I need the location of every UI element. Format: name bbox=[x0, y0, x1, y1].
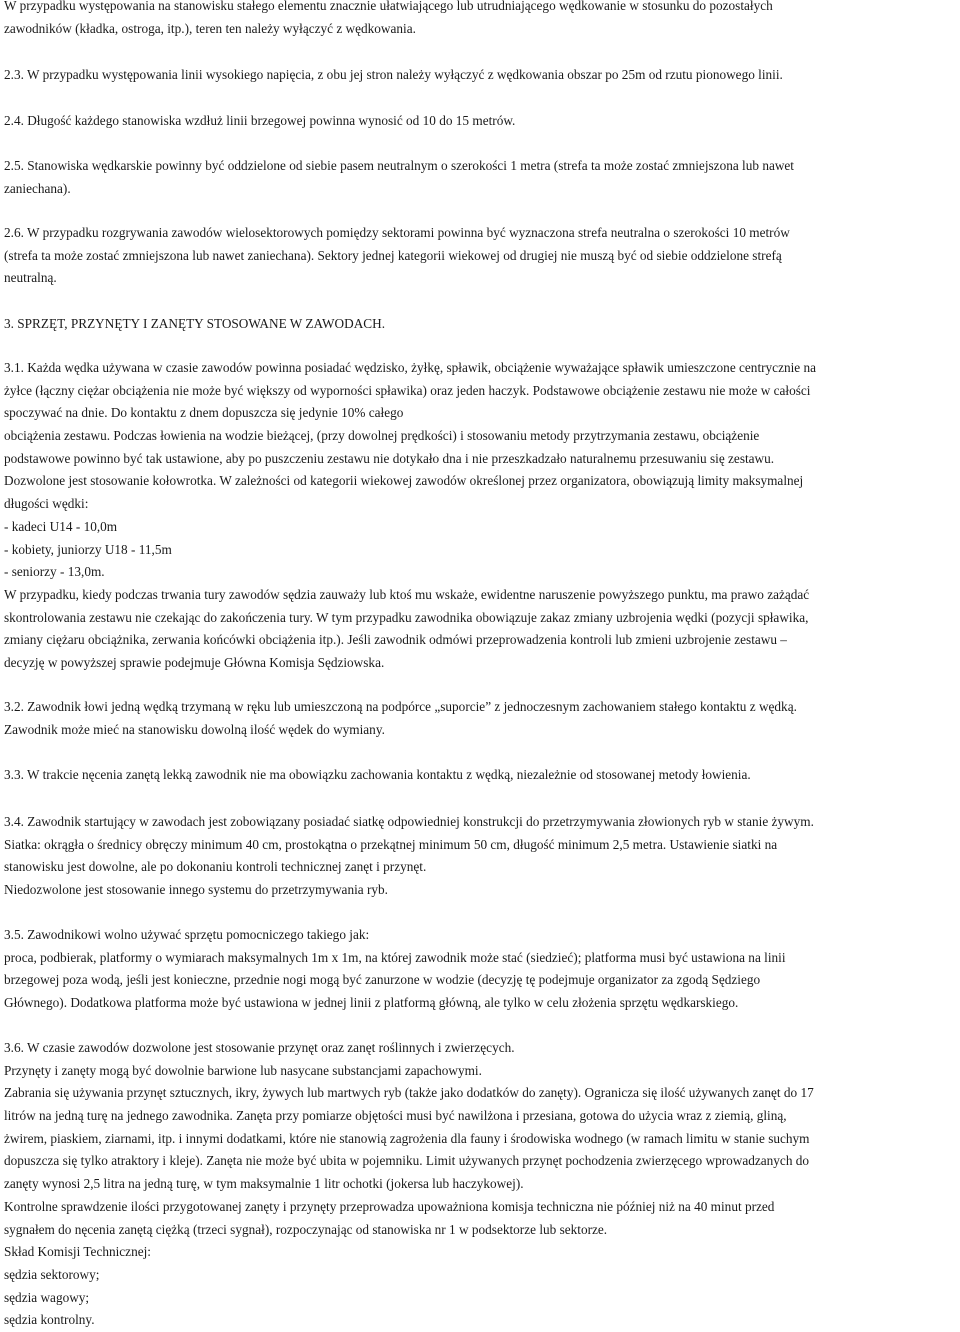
text-line: Siatka: okrągła o średnicy obręczy minimum 40 cm, prostokątna o przekątnej minimum 50 cm, długość minimum 2,5 metra. Ustawienie siatki na bbox=[4, 836, 778, 852]
text-line: spoczywać na dnie. Do kontaktu z dnem dopuszcza się jedynie 10% całego bbox=[4, 405, 404, 421]
text-line: 3.1. Każda wędka używana w czasie zawodów powinna posiadać wędzisko, żyłkę, spławik, obciążenie wyważające spławik umieszczone centrycznie na bbox=[4, 360, 817, 375]
paragraph-2-6 bbox=[4, 222, 956, 290]
paragraph-3-2 bbox=[4, 696, 956, 741]
text-line: 3.2. Zawodnik łowi jedną wędką trzymaną w ręku lub umieszczoną na podpórce „suporcie” z jednoczesnym zachowaniem stałego kontaktu z wędką. bbox=[4, 699, 797, 714]
text-line: Zawodnik może mieć na stanowisku dowolną ilość wędek do wymiany. bbox=[4, 721, 385, 737]
text-line: Głównego). Dodatkowa platforma może być ustawiona w jednej linii z platformą główną, ale tylko w celu złożenia sprzętu wędkarskiego. bbox=[4, 995, 739, 1011]
text-line: Skład Komisji Technicznej: bbox=[4, 1244, 151, 1260]
text-line: 3.3. W trakcie nęcenia zanętą lekką zawodnik nie ma obowiązku zachowania kontaktu z wędką, niezależnie od stosowanej metody łowienia. bbox=[4, 767, 751, 782]
text-line: zanęty wynosi 2,5 litra na jedną turę, w tym maksymalnie 1 litr ochotki (jokersa lub haczykowej). bbox=[4, 1176, 524, 1192]
text-line: sygnałem do nęcenia zanętą ciężką (trzeci sygnał), rozpoczynając od stanowiska nr 1 w podsektorze lub sektorze. bbox=[4, 1221, 608, 1237]
list-item: - seniorzy - 13,0m. bbox=[4, 564, 105, 580]
text-line: 2.6. W przypadku rozgrywania zawodów wielosektorowych pomiędzy sektorami powinna być wyznaczona strefa neutralna o szerokości 10 metrów bbox=[4, 225, 790, 240]
text-line: (strefa ta może zostać zmniejszona lub nawet zaniechana). Sektory jednej kategorii wiekowej od drugiej nie muszą być od siebie oddzielone strefą bbox=[4, 247, 782, 263]
text-line: zmiany ciężaru obciążnika, zerwania końcówki obciążenia itp.). Jeśli zawodnik odmówi przeprowadzenia kontroli lub zmieni uzbrojenie zestawu – bbox=[4, 632, 787, 648]
text-line: Przynęty i zanęty mogą być dowolnie barwione lub nasycane substancjami zapachowymi. bbox=[4, 1062, 482, 1078]
paragraph-3-4 bbox=[4, 811, 956, 902]
text-line: żyłce (łączny ciężar obciążenia nie może być większy od wyporności spławika) oraz jeden haczyk. Podstawowe obciążenie zestawu nie może w całości bbox=[4, 382, 811, 398]
list-item: sędzia wagowy; bbox=[4, 1289, 90, 1305]
text-line: W przypadku występowania na stanowisku stałego elementu znacznie ułatwiającego lub utrudniającego wędkowanie w stosunku do pozostałych bbox=[4, 0, 773, 13]
text-line: obciążenia zestawu. Podczas łowienia na wodzie bieżącej, (przy dowolnej prędkości) i stosowaniu metody przytrzymania zestawu, obciążenie bbox=[4, 428, 760, 444]
text-line: żwirem, piaskiem, ziarnami, itp. i innymi dodatkami, które nie stanowią zagrożenia dla fauny i środowiska wodnego (w ramach limitu w stanie suchym bbox=[4, 1130, 810, 1146]
paragraph-intro bbox=[4, 0, 956, 40]
text-line: W przypadku, kiedy podczas trwania tury zawodów sędzia zauważy lub ktoś mu wskaże, ewidentne naruszenie powyższego punktu, ma prawo zażądać bbox=[4, 586, 810, 602]
text-line: zaniechana). bbox=[4, 180, 71, 196]
text-line: Dozwolone jest stosowanie kołowrotka. W zależności od kategorii wiekowej zawodów określonej przez organizatora, obowiązują limity maksymalnej bbox=[4, 473, 804, 489]
paragraph-3-3 bbox=[4, 764, 956, 787]
paragraph-3-6 bbox=[4, 1037, 956, 1332]
text-line: stanowisku jest dowolne, ale po dokonaniu kontroli technicznej zanęt i przynęt. bbox=[4, 859, 427, 875]
text-line: brzegowej poza wodą, jeśli jest konieczne, przednie nogi mogą być zanurzone w wodzie (decyzję tę podejmuje organizator za zgodą Sędziego bbox=[4, 972, 761, 988]
text-line: skontrolowania zestawu nie czekając do zakończenia tury. W tym przypadku zawodnika obowiązuje zakaz zmiany uzbrojenia wędki (pozycji spławika, bbox=[4, 609, 809, 625]
text-line: proca, podbierak, platformy o wymiarach maksymalnych 1m x 1m, na której zawodnik może stać (siedzieć); platforma musi być ustawiona na linii bbox=[4, 949, 786, 965]
text-line: 2.3. W przypadku występowania linii wysokiego napięcia, z obu jej stron należy wyłączyć z wędkowania obszar po 25m od rzutu pionowego linii. bbox=[4, 67, 783, 82]
text-line: 3.5. Zawodnikowi wolno używać sprzętu pomocniczego takiego jak: bbox=[4, 927, 370, 942]
paragraph-3-1 bbox=[4, 357, 956, 675]
section-heading-3 bbox=[4, 313, 956, 336]
text-line: Zabrania się używania przynęt sztucznych, ikry, żywych lub martwych ryb (także jako dodatków do zanęty). Ogranicza się ilość używanych zanęt do 17 bbox=[4, 1085, 814, 1101]
text-line: 3.6. W czasie zawodów dozwolone jest stosowanie przynęt oraz zanęt roślinnych i zwierzęcych. bbox=[4, 1040, 515, 1055]
paragraph-2-5 bbox=[4, 155, 956, 200]
text-line: Kontrolne sprawdzenie ilości przygotowanej zanęty i przynęty przeprowadza upoważniona komisja techniczna nie później niż na 40 minut przed bbox=[4, 1198, 775, 1214]
text-line: litrów na jedną turę na jednego zawodnika. Zanęta przy pomiarze objętości musi być nawilżona i przesiana, gotowa do użycia wraz z ziemią, gliną, bbox=[4, 1108, 787, 1124]
text-line: zawodników (kładka, ostroga, itp.), teren ten należy wyłączyć z wędkowania. bbox=[4, 20, 416, 36]
list-item: sędzia sektorowy; bbox=[4, 1266, 100, 1282]
text-line: długości wędki: bbox=[4, 496, 89, 512]
text-line: 2.5. Stanowiska wędkarskie powinny być oddzielone od siebie pasem neutralnym o szerokości 1 metra (strefa ta może zostać zmniejszona lub nawet bbox=[4, 158, 795, 173]
list-item: - kobiety, juniorzy U18 - 11,5m bbox=[4, 541, 172, 557]
text-line: podstawowe powinno być tak ustawione, aby po puszczeniu zestawu nie dotykało dna i nie przeszkadzało naturalnemu przesuwaniu się zestawu. bbox=[4, 450, 775, 466]
list-item: - kadeci U14 - 10,0m bbox=[4, 518, 118, 534]
text-line: Niedozwolone jest stosowanie innego systemu do przetrzymywania ryb. bbox=[4, 882, 388, 898]
text-line: 3.4. Zawodnik startujący w zawodach jest zobowiązany posiadać siatkę odpowiedniej konstrukcji do przetrzymywania złowionych ryb w stanie żywym. bbox=[4, 814, 814, 829]
text-line: decyzję w powyższej sprawie podejmuje Główna Komisja Sędziowska. bbox=[4, 654, 385, 670]
list-item: sędzia kontrolny. bbox=[4, 1312, 95, 1328]
text-line: 2.4. Długość każdego stanowiska wzdłuż linii brzegowej powinna wynosić od 10 do 15 metrów. bbox=[4, 113, 516, 128]
text-line: dopuszcza się tylko atraktory i kleje). Zanęta nie może być ubita w pojemniku. Limit używanych przynęt pochodzenia zwierzęcego wprowadzanych do bbox=[4, 1153, 810, 1169]
text-line: neutralną. bbox=[4, 270, 57, 286]
paragraph-3-5 bbox=[4, 924, 956, 1015]
paragraph-2-4 bbox=[4, 110, 956, 133]
section-heading: 3. SPRZĘT, PRZYNĘTY I ZANĘTY STOSOWANE W ZAWODACH. bbox=[4, 316, 386, 331]
paragraph-2-3 bbox=[4, 64, 956, 87]
